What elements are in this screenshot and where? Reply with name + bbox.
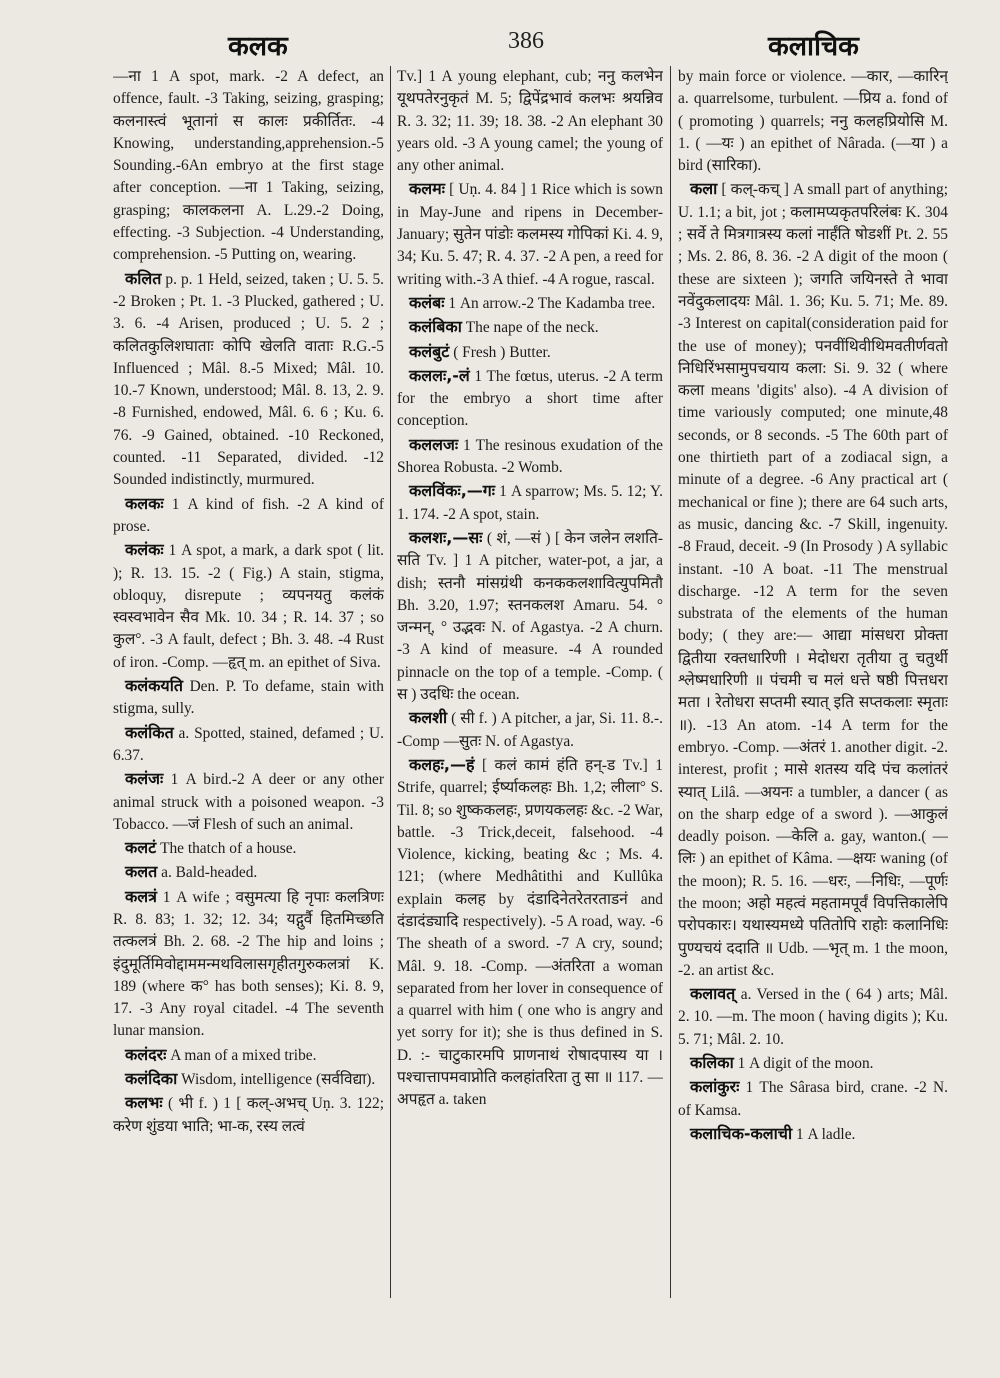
entry-definition: 1 An arrow.-2 The Kadamba tree. — [448, 294, 656, 312]
entry-headword: कलभः — [125, 1093, 163, 1113]
entry-headword: कलिका — [690, 1053, 734, 1073]
page-header — [0, 18, 1000, 68]
column-3 — [678, 66, 948, 1300]
column-divider — [390, 66, 391, 1298]
entry-definition: 1 A sparrow; Ms. 5. 12; Y. 1. 174. -2 A spot, stain. — [397, 483, 663, 523]
dictionary-entry — [397, 707, 663, 753]
entry-definition: [ कल्-कच् ] A small part of anything; U. 1.1; a bit, jot ; कलामप्यकृतपरिलंबः K. 304 ; सर्वे ते मित्रगात्रस्य कलां नार्हंति षोडशीं Pt. 2. 55 ; Ms. 2. 86, 8. 36. -2 A digit of the moon ( these are sixteen ); जगति जयिनस्ते ते भावा नवेंदुकलादयः Mâl. 1. 36; Ku. 5. 71; Me. 89. -3 Interest on capital(consideration paid for the use of money); पनवींथिवीथिमवतीर्णवतो निधिरिंभसामुपचयाय कला: Si. 9. 32 ( where कला means 'digits' also). -4 A division of time variously computed; one minute,48 seconds, or 8 seconds. -5 The 60th part of one thirtieth part of a zodiacal sign, a minute of a degree. -6 Any practical art ( mechanical or fine ); there are 64 such arts, as music, dancing &c. -7 Skill, ingenuity. -8 Fraud, deceit. -9 (In Prosody ) A syllabic instant. -10 A boat. -11 The menstrual discharge. -12 A term for the seven substrata of the elements of the human body; ( they are:— आद्या मांसधरा प्रोक्ता द्वितीया रक्तधारिणी । मेदोधरा तृतीया तु चतुर्थी श्लेष्मधारिणी ॥ पंचमी च मलं धत्ते षष्ठी पित्तधरा मता । रेतोधरा सप्तमी स्यात् इति सप्तकलाः स्मृताः ॥). -13 An atom. -14 A term for the embryo. -Comp. —अंतरं 1. another digit. -2. interest, profit ; मासे शतस्य यदि पंच कलांतरं स्यात् Lilâ. —अयनः a tumbler, a dancer ( as on the sharp edge of a sword ). —आकुलं deadly poison. —केलि a. gay, wanton.( —लिः ) an epithet of Kâma. —क्षयः waning (of the moon); R. 5. 16. —धरः, —निधिः, —पूर्णः the moon; अहो महत्वं महतामपूर्वं विपत्तिकालेपि परोपकारः। यथास्यमध्ये पतितोपि राहोः कलानिधिः पुण्यचयं ददाति ॥ Udb. —भृत् m. 1 the moon, -2. an artist &c. — [678, 181, 948, 979]
entry-definition: ( शं, —सं ) [ केन जलेन लशति-सति Tv. ] 1 A pitcher, water-pot, a jar, a dish; स्तनौ मांसग्रंथी कनककलशावित्युपमितौ Bh. 3.20, 1.97; स्तनकलश Amaru. 54. ° जन्मन्, ° उद्भवः N. of Agastya. -2 A churn. -3 A kind of measure. -4 A rounded pinnacle on the top of a temple. -Comp. ( स ) उदधिः the ocean. — [397, 529, 663, 704]
dictionary-entry — [397, 527, 663, 706]
entry-definition: 1 The Sârasa bird, crane. -2 N. of Kamsa. — [678, 1079, 948, 1119]
entry-headword: कलंकः — [125, 540, 164, 560]
entry-headword: कलंबः — [409, 292, 445, 312]
dictionary-entry — [397, 178, 663, 290]
dictionary-entry — [113, 1044, 384, 1067]
dictionary-entry — [678, 1076, 948, 1122]
entry-headword: कलंबिका — [409, 317, 462, 337]
entry-definition: a. Versed in the ( 64 ) arts; Mâl. 2. 10. —m. The moon ( having digits ); Ku. 5. 71; Mâl. 2. 10. — [678, 986, 948, 1048]
left-running-head: कलक — [228, 31, 288, 62]
entry-definition: p. p. 1 Held, seized, taken ; U. 5. 5. -2 Broken ; Pt. 1. -3 Plucked, gathered ; U. 3. 6. -4 Arisen, produced ; U. 5. 2 ; कलितकुलिशघाताः कोपि खेलति वाताः R.G.-5 Influenced ; Mâl. 8.-5 Mixed; Mâl. 10. 10.-7 Known, understood; Mâl. 8. 13, 2. 9. -8 Furnished, endowed, Mâl. 6. 6 ; Ku. 6. 76. -9 Gained, obtained. -10 Reckoned, counted. -11 Separated, divided. -12 Sounded indistinctly, murmured. — [113, 270, 384, 489]
entry-definition: The thatch of a house. — [160, 840, 297, 858]
column-divider — [670, 66, 671, 1298]
dictionary-entry — [397, 66, 663, 177]
entry-definition: ( भी f. ) 1 [ कल्-अभच् Uṇ. 3. 122; करेण शुंडया भाति; भा-क, रस्य लत्वं — [113, 1095, 384, 1135]
dictionary-entry — [397, 480, 663, 526]
entry-headword: कलांकुरः — [690, 1077, 740, 1097]
entry-headword: कलशः,—सः — [409, 527, 483, 547]
entry-definition: 1 A ladle. — [795, 1125, 856, 1143]
dictionary-entry — [397, 434, 663, 480]
dictionary-entry — [113, 539, 384, 674]
dictionary-entry — [678, 178, 948, 982]
entry-definition: —ना 1 A spot, mark. -2 A defect, an offence, fault. -3 Taking, seizing, grasping; कलनास्त्वं भूतानां स कालः प्रकीर्तितः. -4 Knowing, understanding,apprehension.-5 Sounding.-6An embryo at the first stage after conception. —ना 1 Taking, seizing, grasping; कालकलना A. L.29.-2 Doing, effecting. -3 Subjection. -4 Understanding, comprehension. -5 Putting on, wearing. — [113, 68, 384, 264]
entry-definition: 1 A bird.-2 A deer or any other animal struck with a poisoned weapon. -3 Tobacco. —जं Flesh of such an animal. — [113, 771, 384, 833]
entry-headword: कलत — [125, 862, 158, 882]
right-running-head: कलाचिक — [768, 31, 859, 62]
entry-definition: Wisdom, intelligence (सर्वविद्या). — [181, 1071, 376, 1089]
dictionary-entry — [113, 66, 384, 267]
dictionary-entry — [113, 268, 384, 492]
dictionary-entry — [397, 292, 663, 315]
page-number: 386 — [508, 28, 544, 54]
dictionary-entry — [113, 886, 384, 1043]
entry-headword: कलंदिका — [125, 1069, 178, 1089]
entry-headword: कलमः — [409, 179, 445, 199]
entry-definition: 1 A kind of fish. -2 A kind of prose. — [113, 495, 384, 535]
dictionary-entry — [113, 837, 384, 860]
column-1 — [113, 66, 384, 1300]
dictionary-entry — [113, 1092, 384, 1138]
entry-headword: कलविंकः,—गः — [409, 481, 496, 501]
entry-definition: ( Fresh ) Butter. — [453, 343, 551, 361]
dictionary-entry — [113, 1068, 384, 1091]
entry-headword: कलंदरः — [125, 1044, 167, 1064]
entry-definition: A man of a mixed tribe. — [170, 1046, 317, 1064]
dictionary-entry — [113, 675, 384, 721]
dictionary-entry — [397, 316, 663, 339]
entry-definition: The nape of the neck. — [465, 319, 599, 337]
entry-headword: कलहः,—हं — [409, 754, 475, 774]
dictionary-entry — [113, 722, 384, 768]
entry-headword: कलंबुटं — [409, 341, 450, 361]
entry-definition: 1 The resinous exudation of the Shorea Robusta. -2 Womb. — [397, 436, 663, 477]
entry-definition: Den. P. To defame, stain with stigma, sully. — [113, 678, 384, 718]
entry-definition: [ Uṇ. 4. 84 ] 1 Rice which is sown in May-June and ripens in December-January; सुतेन पांडोः कलमस्य गोपिकां Ki. 4. 9, 34; Ku. 5. 47; R. 4. 37. -2 A pen, a reed for writing with.-3 A thief. -4 A rogue, rascal. — [397, 181, 663, 288]
entry-headword: कलाचिक-कलाची — [690, 1123, 793, 1143]
dictionary-entry — [397, 754, 663, 1112]
dictionary-entry — [113, 493, 384, 539]
entry-headword: कलंजः — [125, 769, 164, 789]
entry-definition: ( सी f. ) A pitcher, a jar, Si. 11. 8.-. -Comp —सुतः N. of Agastya. — [397, 710, 663, 750]
dictionary-entry — [113, 861, 384, 884]
entry-headword: कलंकित — [125, 722, 174, 742]
entry-headword: कलंकयति — [125, 676, 183, 696]
dictionary-entry — [397, 365, 663, 433]
entry-headword: कलशी — [409, 708, 448, 728]
entry-headword: कलकः — [125, 493, 164, 513]
dictionary-entry — [397, 341, 663, 364]
entry-headword: कलावत् — [690, 984, 736, 1004]
entry-headword: कलित — [125, 268, 162, 288]
dictionary-entry — [113, 768, 384, 836]
dictionary-entry — [678, 983, 948, 1051]
entry-definition: 1 The fœtus, uterus. -2 A term for the embryo a short time after conception. — [397, 367, 663, 430]
entry-definition: Tv.] 1 A young elephant, cub; ननु कलभेन यूथपतेरनुकृतं M. 5; द्विपेंद्रभावं कलभः श्रयन्निव R. 3. 32; 11. 39; 18. 38. -2 An elephant 30 years old. -3 A young camel; the young of any other animal. — [397, 68, 663, 175]
column-2 — [397, 66, 663, 1300]
entry-definition: 1 A spot, a mark, a dark spot ( lit. ); R. 13. 15. -2 ( Fig.) A stain, stigma, obloquy, disrepute ; व्यपनयतु कलंकं स्वस्वभावेन सैव Mk. 10. 34 ; R. 14. 37 ; so कुल°. -3 A fault, defect ; Bh. 3. 48. -4 Rust of iron. -Comp. —हृत् m. an epithet of Siva. — [113, 542, 384, 671]
entry-definition: a. Spotted, stained, defamed ; U. 6.37. — [113, 724, 384, 764]
entry-definition: by main force or violence. —कार, —कारिन् a. quarrelsome, turbulent. —प्रिय a. fond of ( promoting ) quarrels; ननु कलहप्रियोसि M. 1. ( —यः ) an epithet of Nârada. (—या ) a bird (सारिका). — [678, 68, 948, 175]
entry-definition: a. Bald-headed. — [161, 864, 258, 882]
dictionary-entry — [678, 1123, 948, 1146]
entry-definition: [ कलं कामं हंति हन्-ड Tv.] 1 Strife, quarrel; ईर्ष्याकलहः Bh. 1,2; लीला° S. Til. 8; so शुष्ककलहः, प्रणयकलहः &c. -2 War, battle. -3 Trick,deceit, falsehood. -4 Violence, kicking, beating &c ; Ms. 4. 121; (where Medhâtithi and Kullûka explain कलह by दंडादिनेतरेतरताडनं and दंडादंड्यादि respectively). -5 A road, way. -6 The sheath of a sword. -7 A cry, sound; Mâl. 9. 18. -Comp. —अंतरिता a woman separated from her lover in consequence of a quarrel with him ( one who is angry and yet sorry for it); she is thus defined in S. D. :- चाटुकारमपि प्राणनाथं रोषादपास्य या । पश्चात्तापमवाप्नोति कलहांतरिता तु सा ॥ 117. —अपहृत a. taken — [397, 756, 663, 1109]
entry-headword: कला — [690, 179, 718, 199]
entry-headword: कलत्रं — [125, 886, 157, 906]
entry-definition: 1 A digit of the moon. — [737, 1055, 874, 1073]
dictionary-entry — [678, 1052, 948, 1075]
entry-definition: 1 A wife ; वसुमत्या हि नृपाः कलत्रिणः R. 8. 83; 1. 32; 12. 34; यद्गुर्वै हितमिच्छति तत्कलत्रं Bh. 2. 68. -2 The hip and loins ; इंदुमूर्तिमिवोद्दाममन्मथविलासगृहीतगुरुकलत्रां K. 189 (where क° has both senses); Ki. 8. 9, 17. -3 Any royal citadel. -4 The seventh lunar mansion. — [113, 888, 384, 1040]
entry-headword: कलटं — [125, 838, 157, 858]
dictionary-entry — [678, 66, 948, 177]
entry-headword: कललजः — [409, 434, 459, 454]
entry-headword: कललः,-लं — [409, 365, 470, 385]
